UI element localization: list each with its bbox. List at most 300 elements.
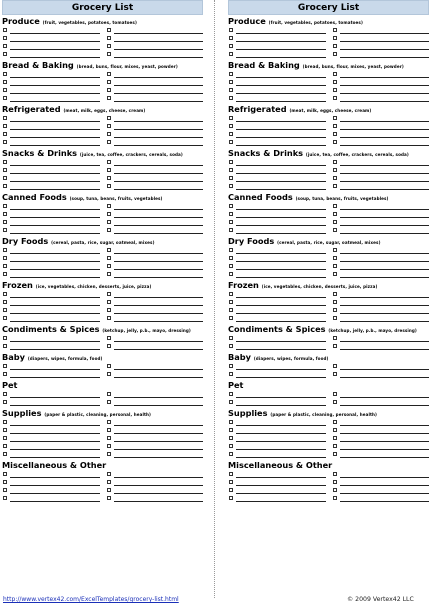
item-entry[interactable]: [228, 291, 326, 299]
item-write-line[interactable]: [114, 49, 203, 50]
item-write-line[interactable]: [340, 397, 429, 398]
item-write-line[interactable]: [236, 369, 326, 370]
item-write-line[interactable]: [114, 261, 203, 262]
item-checkbox[interactable]: [107, 72, 111, 76]
item-write-line[interactable]: [114, 405, 203, 406]
item-write-line[interactable]: [340, 269, 429, 270]
item-entry[interactable]: [2, 495, 100, 503]
item-entry[interactable]: [332, 343, 429, 351]
item-checkbox[interactable]: [3, 496, 7, 500]
item-entry[interactable]: [228, 175, 326, 183]
item-checkbox[interactable]: [3, 228, 7, 232]
item-checkbox[interactable]: [229, 176, 233, 180]
item-checkbox[interactable]: [229, 452, 233, 456]
item-checkbox[interactable]: [107, 140, 111, 144]
item-checkbox[interactable]: [3, 256, 7, 260]
item-write-line[interactable]: [236, 57, 326, 58]
item-write-line[interactable]: [236, 305, 326, 306]
item-checkbox[interactable]: [333, 336, 337, 340]
item-checkbox[interactable]: [229, 472, 233, 476]
item-checkbox[interactable]: [3, 272, 7, 276]
item-write-line[interactable]: [236, 189, 326, 190]
item-write-line[interactable]: [236, 253, 326, 254]
item-write-line[interactable]: [340, 85, 429, 86]
item-write-line[interactable]: [10, 425, 100, 426]
item-write-line[interactable]: [340, 165, 429, 166]
item-write-line[interactable]: [10, 85, 100, 86]
item-checkbox[interactable]: [3, 88, 7, 92]
item-entry[interactable]: [228, 51, 326, 59]
item-checkbox[interactable]: [3, 472, 7, 476]
item-write-line[interactable]: [340, 57, 429, 58]
item-checkbox[interactable]: [333, 72, 337, 76]
item-entry[interactable]: [228, 87, 326, 95]
item-write-line[interactable]: [10, 129, 100, 130]
item-entry[interactable]: [2, 479, 100, 487]
item-entry[interactable]: [332, 315, 429, 323]
item-write-line[interactable]: [236, 181, 326, 182]
item-entry[interactable]: [228, 495, 326, 503]
item-entry[interactable]: [106, 427, 203, 435]
item-write-line[interactable]: [10, 457, 100, 458]
item-write-line[interactable]: [236, 441, 326, 442]
item-checkbox[interactable]: [107, 220, 111, 224]
item-entry[interactable]: [332, 363, 429, 371]
item-entry[interactable]: [2, 183, 100, 191]
item-checkbox[interactable]: [333, 80, 337, 84]
item-entry[interactable]: [106, 183, 203, 191]
item-entry[interactable]: [2, 335, 100, 343]
item-entry[interactable]: [228, 371, 326, 379]
item-write-line[interactable]: [114, 189, 203, 190]
item-checkbox[interactable]: [333, 96, 337, 100]
item-checkbox[interactable]: [333, 160, 337, 164]
item-checkbox[interactable]: [229, 184, 233, 188]
item-entry[interactable]: [106, 159, 203, 167]
item-checkbox[interactable]: [333, 248, 337, 252]
item-entry[interactable]: [332, 307, 429, 315]
item-checkbox[interactable]: [229, 132, 233, 136]
item-checkbox[interactable]: [107, 420, 111, 424]
item-entry[interactable]: [332, 391, 429, 399]
item-entry[interactable]: [228, 391, 326, 399]
item-entry[interactable]: [332, 87, 429, 95]
item-entry[interactable]: [106, 435, 203, 443]
item-write-line[interactable]: [236, 121, 326, 122]
item-write-line[interactable]: [236, 349, 326, 350]
item-entry[interactable]: [228, 363, 326, 371]
item-entry[interactable]: [106, 451, 203, 459]
item-checkbox[interactable]: [333, 272, 337, 276]
item-write-line[interactable]: [114, 341, 203, 342]
item-entry[interactable]: [106, 139, 203, 147]
item-entry[interactable]: [2, 175, 100, 183]
item-write-line[interactable]: [236, 233, 326, 234]
item-write-line[interactable]: [340, 369, 429, 370]
item-entry[interactable]: [332, 115, 429, 123]
item-write-line[interactable]: [114, 217, 203, 218]
item-checkbox[interactable]: [107, 80, 111, 84]
item-entry[interactable]: [2, 419, 100, 427]
item-write-line[interactable]: [236, 377, 326, 378]
item-checkbox[interactable]: [333, 212, 337, 216]
item-write-line[interactable]: [340, 261, 429, 262]
item-checkbox[interactable]: [3, 292, 7, 296]
item-entry[interactable]: [332, 183, 429, 191]
item-checkbox[interactable]: [333, 444, 337, 448]
item-entry[interactable]: [332, 263, 429, 271]
item-write-line[interactable]: [236, 321, 326, 322]
item-entry[interactable]: [106, 371, 203, 379]
item-entry[interactable]: [228, 219, 326, 227]
item-write-line[interactable]: [10, 297, 100, 298]
item-write-line[interactable]: [114, 41, 203, 42]
item-checkbox[interactable]: [229, 364, 233, 368]
item-checkbox[interactable]: [333, 168, 337, 172]
item-entry[interactable]: [228, 315, 326, 323]
item-write-line[interactable]: [114, 441, 203, 442]
item-checkbox[interactable]: [229, 228, 233, 232]
item-write-line[interactable]: [10, 93, 100, 94]
item-write-line[interactable]: [236, 173, 326, 174]
item-checkbox[interactable]: [229, 80, 233, 84]
item-write-line[interactable]: [236, 433, 326, 434]
item-checkbox[interactable]: [107, 132, 111, 136]
item-entry[interactable]: [332, 79, 429, 87]
item-checkbox[interactable]: [229, 400, 233, 404]
item-checkbox[interactable]: [3, 140, 7, 144]
item-write-line[interactable]: [10, 369, 100, 370]
item-write-line[interactable]: [340, 493, 429, 494]
item-entry[interactable]: [332, 419, 429, 427]
item-write-line[interactable]: [236, 405, 326, 406]
item-entry[interactable]: [228, 479, 326, 487]
item-write-line[interactable]: [114, 137, 203, 138]
item-entry[interactable]: [2, 139, 100, 147]
item-checkbox[interactable]: [107, 400, 111, 404]
item-checkbox[interactable]: [229, 316, 233, 320]
item-write-line[interactable]: [236, 457, 326, 458]
item-checkbox[interactable]: [3, 52, 7, 56]
item-entry[interactable]: [106, 315, 203, 323]
item-entry[interactable]: [106, 79, 203, 87]
item-write-line[interactable]: [340, 313, 429, 314]
item-write-line[interactable]: [114, 165, 203, 166]
item-entry[interactable]: [106, 479, 203, 487]
item-write-line[interactable]: [10, 269, 100, 270]
item-checkbox[interactable]: [107, 496, 111, 500]
item-write-line[interactable]: [340, 297, 429, 298]
item-write-line[interactable]: [114, 501, 203, 502]
item-checkbox[interactable]: [333, 220, 337, 224]
item-checkbox[interactable]: [107, 248, 111, 252]
item-write-line[interactable]: [340, 485, 429, 486]
item-checkbox[interactable]: [3, 36, 7, 40]
item-checkbox[interactable]: [3, 300, 7, 304]
item-checkbox[interactable]: [107, 472, 111, 476]
item-entry[interactable]: [2, 427, 100, 435]
item-checkbox[interactable]: [107, 488, 111, 492]
item-entry[interactable]: [332, 131, 429, 139]
item-entry[interactable]: [106, 299, 203, 307]
item-checkbox[interactable]: [3, 220, 7, 224]
item-entry[interactable]: [228, 399, 326, 407]
item-entry[interactable]: [332, 371, 429, 379]
item-entry[interactable]: [332, 247, 429, 255]
item-write-line[interactable]: [340, 449, 429, 450]
item-entry[interactable]: [228, 419, 326, 427]
item-write-line[interactable]: [114, 449, 203, 450]
item-write-line[interactable]: [10, 501, 100, 502]
item-write-line[interactable]: [114, 493, 203, 494]
item-checkbox[interactable]: [229, 124, 233, 128]
item-entry[interactable]: [332, 271, 429, 279]
item-entry[interactable]: [2, 123, 100, 131]
item-checkbox[interactable]: [107, 428, 111, 432]
item-entry[interactable]: [106, 35, 203, 43]
item-entry[interactable]: [228, 27, 326, 35]
item-entry[interactable]: [2, 399, 100, 407]
item-checkbox[interactable]: [333, 264, 337, 268]
item-entry[interactable]: [106, 487, 203, 495]
item-entry[interactable]: [332, 291, 429, 299]
item-checkbox[interactable]: [107, 116, 111, 120]
item-checkbox[interactable]: [229, 496, 233, 500]
item-checkbox[interactable]: [333, 308, 337, 312]
item-checkbox[interactable]: [333, 228, 337, 232]
item-checkbox[interactable]: [229, 44, 233, 48]
item-checkbox[interactable]: [333, 480, 337, 484]
item-entry[interactable]: [106, 115, 203, 123]
item-checkbox[interactable]: [107, 212, 111, 216]
item-write-line[interactable]: [340, 33, 429, 34]
item-write-line[interactable]: [114, 93, 203, 94]
item-entry[interactable]: [2, 299, 100, 307]
item-entry[interactable]: [2, 131, 100, 139]
item-checkbox[interactable]: [333, 184, 337, 188]
item-write-line[interactable]: [340, 377, 429, 378]
item-write-line[interactable]: [10, 477, 100, 478]
item-checkbox[interactable]: [3, 372, 7, 376]
item-write-line[interactable]: [114, 129, 203, 130]
item-checkbox[interactable]: [333, 124, 337, 128]
item-write-line[interactable]: [340, 209, 429, 210]
item-entry[interactable]: [106, 131, 203, 139]
item-checkbox[interactable]: [229, 488, 233, 492]
item-entry[interactable]: [106, 255, 203, 263]
item-checkbox[interactable]: [229, 256, 233, 260]
item-write-line[interactable]: [114, 85, 203, 86]
item-write-line[interactable]: [340, 121, 429, 122]
item-checkbox[interactable]: [333, 292, 337, 296]
item-write-line[interactable]: [114, 253, 203, 254]
item-write-line[interactable]: [114, 269, 203, 270]
item-write-line[interactable]: [114, 173, 203, 174]
item-entry[interactable]: [228, 115, 326, 123]
item-entry[interactable]: [2, 159, 100, 167]
item-write-line[interactable]: [340, 501, 429, 502]
item-checkbox[interactable]: [107, 336, 111, 340]
item-entry[interactable]: [2, 451, 100, 459]
item-write-line[interactable]: [114, 477, 203, 478]
item-checkbox[interactable]: [107, 44, 111, 48]
item-checkbox[interactable]: [333, 116, 337, 120]
item-write-line[interactable]: [340, 425, 429, 426]
item-entry[interactable]: [2, 87, 100, 95]
item-entry[interactable]: [106, 175, 203, 183]
item-entry[interactable]: [332, 43, 429, 51]
item-checkbox[interactable]: [107, 88, 111, 92]
item-write-line[interactable]: [340, 405, 429, 406]
item-entry[interactable]: [228, 79, 326, 87]
item-entry[interactable]: [106, 51, 203, 59]
item-write-line[interactable]: [236, 129, 326, 130]
item-write-line[interactable]: [10, 101, 100, 102]
item-write-line[interactable]: [340, 433, 429, 434]
item-write-line[interactable]: [10, 181, 100, 182]
item-entry[interactable]: [332, 255, 429, 263]
item-checkbox[interactable]: [107, 372, 111, 376]
item-write-line[interactable]: [340, 457, 429, 458]
item-entry[interactable]: [332, 443, 429, 451]
item-entry[interactable]: [106, 399, 203, 407]
item-write-line[interactable]: [340, 189, 429, 190]
item-entry[interactable]: [106, 471, 203, 479]
item-entry[interactable]: [2, 115, 100, 123]
item-entry[interactable]: [228, 343, 326, 351]
item-entry[interactable]: [228, 451, 326, 459]
item-write-line[interactable]: [340, 225, 429, 226]
item-checkbox[interactable]: [3, 480, 7, 484]
item-entry[interactable]: [332, 227, 429, 235]
item-write-line[interactable]: [236, 449, 326, 450]
item-write-line[interactable]: [340, 93, 429, 94]
item-checkbox[interactable]: [107, 36, 111, 40]
item-entry[interactable]: [2, 71, 100, 79]
item-write-line[interactable]: [10, 209, 100, 210]
item-entry[interactable]: [228, 203, 326, 211]
item-write-line[interactable]: [114, 145, 203, 146]
item-checkbox[interactable]: [333, 420, 337, 424]
item-entry[interactable]: [332, 71, 429, 79]
item-checkbox[interactable]: [229, 392, 233, 396]
item-checkbox[interactable]: [107, 96, 111, 100]
item-write-line[interactable]: [236, 165, 326, 166]
item-write-line[interactable]: [236, 33, 326, 34]
item-checkbox[interactable]: [333, 28, 337, 32]
item-checkbox[interactable]: [333, 256, 337, 260]
item-checkbox[interactable]: [333, 364, 337, 368]
item-checkbox[interactable]: [3, 248, 7, 252]
item-checkbox[interactable]: [107, 344, 111, 348]
item-entry[interactable]: [2, 203, 100, 211]
item-entry[interactable]: [228, 227, 326, 235]
item-write-line[interactable]: [10, 449, 100, 450]
item-checkbox[interactable]: [333, 36, 337, 40]
item-checkbox[interactable]: [3, 96, 7, 100]
item-entry[interactable]: [106, 227, 203, 235]
item-entry[interactable]: [2, 263, 100, 271]
item-checkbox[interactable]: [229, 28, 233, 32]
item-checkbox[interactable]: [3, 80, 7, 84]
item-write-line[interactable]: [10, 41, 100, 42]
item-write-line[interactable]: [114, 425, 203, 426]
item-entry[interactable]: [106, 343, 203, 351]
item-write-line[interactable]: [236, 501, 326, 502]
item-entry[interactable]: [106, 247, 203, 255]
item-write-line[interactable]: [340, 77, 429, 78]
item-entry[interactable]: [332, 95, 429, 103]
item-write-line[interactable]: [340, 101, 429, 102]
item-checkbox[interactable]: [229, 292, 233, 296]
item-write-line[interactable]: [340, 181, 429, 182]
item-write-line[interactable]: [114, 369, 203, 370]
item-write-line[interactable]: [236, 77, 326, 78]
item-checkbox[interactable]: [333, 300, 337, 304]
item-checkbox[interactable]: [229, 300, 233, 304]
item-entry[interactable]: [2, 391, 100, 399]
item-write-line[interactable]: [236, 425, 326, 426]
item-entry[interactable]: [332, 299, 429, 307]
item-checkbox[interactable]: [229, 72, 233, 76]
item-write-line[interactable]: [114, 225, 203, 226]
item-write-line[interactable]: [114, 457, 203, 458]
item-checkbox[interactable]: [3, 364, 7, 368]
item-entry[interactable]: [332, 479, 429, 487]
item-write-line[interactable]: [114, 305, 203, 306]
item-entry[interactable]: [332, 51, 429, 59]
item-checkbox[interactable]: [229, 480, 233, 484]
item-entry[interactable]: [2, 271, 100, 279]
item-entry[interactable]: [332, 175, 429, 183]
item-entry[interactable]: [2, 371, 100, 379]
item-write-line[interactable]: [340, 145, 429, 146]
item-checkbox[interactable]: [107, 392, 111, 396]
item-checkbox[interactable]: [229, 308, 233, 312]
item-checkbox[interactable]: [3, 488, 7, 492]
item-write-line[interactable]: [10, 405, 100, 406]
item-write-line[interactable]: [10, 49, 100, 50]
item-entry[interactable]: [106, 219, 203, 227]
item-checkbox[interactable]: [3, 336, 7, 340]
item-checkbox[interactable]: [3, 428, 7, 432]
item-entry[interactable]: [228, 247, 326, 255]
item-checkbox[interactable]: [107, 256, 111, 260]
item-write-line[interactable]: [10, 397, 100, 398]
item-write-line[interactable]: [340, 341, 429, 342]
vertex42-template-link[interactable]: http://www.vertex42.com/ExcelTemplates/grocery-list.html: [3, 596, 179, 603]
item-checkbox[interactable]: [107, 228, 111, 232]
item-entry[interactable]: [228, 255, 326, 263]
item-entry[interactable]: [332, 159, 429, 167]
item-write-line[interactable]: [340, 441, 429, 442]
item-entry[interactable]: [106, 335, 203, 343]
item-entry[interactable]: [106, 263, 203, 271]
item-checkbox[interactable]: [107, 436, 111, 440]
item-write-line[interactable]: [236, 297, 326, 298]
item-entry[interactable]: [332, 27, 429, 35]
item-entry[interactable]: [2, 443, 100, 451]
item-entry[interactable]: [228, 95, 326, 103]
item-checkbox[interactable]: [107, 176, 111, 180]
item-entry[interactable]: [2, 211, 100, 219]
item-entry[interactable]: [228, 183, 326, 191]
item-entry[interactable]: [332, 219, 429, 227]
item-write-line[interactable]: [114, 233, 203, 234]
item-checkbox[interactable]: [333, 140, 337, 144]
item-entry[interactable]: [106, 43, 203, 51]
item-entry[interactable]: [2, 35, 100, 43]
